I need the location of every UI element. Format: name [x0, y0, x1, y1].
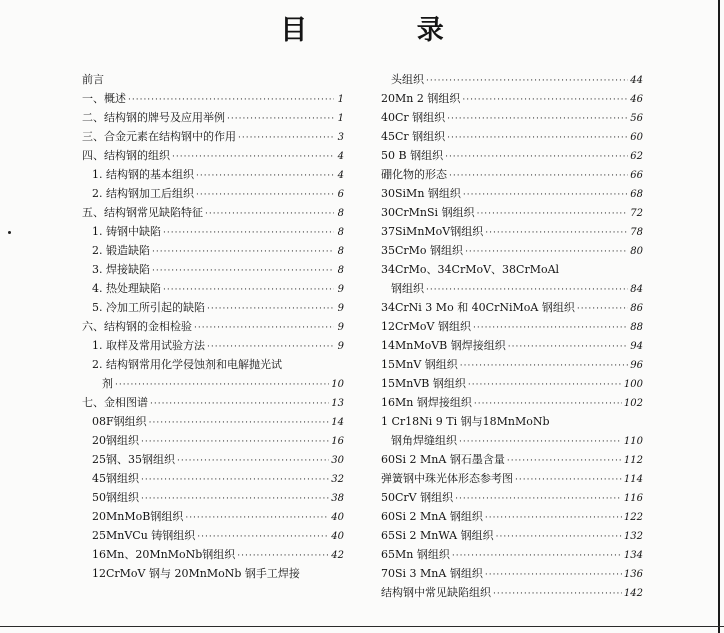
toc-entry-label: 15MnVB 钢组织: [381, 377, 466, 390]
toc-entry: [381, 127, 643, 146]
toc-entry: [381, 146, 643, 165]
scan-edge-right: [718, 0, 720, 633]
toc-entry-label: 5. 冷加工所引起的缺陷: [92, 301, 205, 314]
toc-entry-page: 134: [623, 550, 643, 561]
toc-entry-page: 60: [630, 132, 643, 143]
toc-leader-dots: [445, 148, 628, 167]
toc-entry-page: 116: [623, 493, 643, 504]
toc-entry-label: 12CrMoV 钢与 20MnMoNb 钢手工焊接: [92, 567, 300, 580]
toc-entry-label: 20Mn 2 钢组织: [381, 92, 461, 105]
toc-leader-dots: [468, 376, 622, 395]
toc-entry: [82, 165, 344, 184]
toc-entry: [82, 70, 344, 89]
toc-entry-label: 15MnV 钢组织: [381, 358, 458, 371]
toc-entry-label: 四、结构钢的组织: [82, 149, 170, 162]
toc-entry-label: 37SiMnMoV钢组织: [381, 225, 484, 238]
toc-entry-label: 3. 焊接缺陷: [92, 263, 150, 276]
toc-leader-dots: [152, 262, 334, 281]
toc-entry-label: 16Mn 钢焊接组织: [381, 396, 472, 409]
toc-entry: [381, 108, 643, 127]
toc-entry-page: 42: [331, 550, 344, 561]
toc-entry: [82, 203, 344, 222]
toc-entry-page: 142: [623, 588, 643, 599]
toc-entry-page: 56: [630, 113, 643, 124]
toc-entry: [381, 450, 643, 469]
toc-entry-label: 2. 结构钢常用化学侵蚀剂和电解抛光试: [92, 358, 282, 371]
toc-entry-label: 65Mn 钢组织: [381, 548, 450, 561]
toc-entry-page: 96: [630, 360, 643, 371]
toc-entry: [82, 488, 344, 507]
toc-entry-label: 20钢组织: [92, 434, 139, 447]
toc-entry-label: 14MnMoVB 钢焊接组织: [381, 339, 506, 352]
toc-entry: [381, 260, 643, 279]
toc-entry: [82, 279, 344, 298]
toc-entry: [381, 184, 643, 203]
toc-leader-dots: [141, 471, 329, 490]
toc-entry: [82, 374, 344, 393]
toc-entry-page: 1: [337, 113, 344, 124]
toc-entry-page: 62: [630, 151, 643, 162]
toc-leader-dots: [460, 357, 628, 376]
toc-entry-label: 前言: [82, 73, 104, 86]
toc-entry: [381, 89, 643, 108]
toc-entry-page: 30: [331, 455, 344, 466]
toc-entry-page: 114: [623, 474, 643, 485]
toc-entry-label: 头组织: [391, 73, 424, 86]
toc-entry-page: 1: [337, 94, 344, 105]
toc-entry: [381, 374, 643, 393]
toc-entry-page: 44: [630, 75, 643, 86]
toc-entry-label: 1. 结构钢的基本组织: [92, 168, 194, 181]
toc-right-column: [381, 70, 643, 602]
toc-entry: [381, 336, 643, 355]
toc-entry: [381, 564, 643, 583]
toc-entry-label: 三、合金元素在结构钢中的作用: [82, 130, 236, 143]
toc-entry-label: 45Cr 钢组织: [381, 130, 446, 143]
toc-leader-dots: [152, 243, 334, 262]
toc-entry-page: 38: [331, 493, 344, 504]
toc-entry-page: 8: [337, 265, 344, 276]
toc-entry-page: 4: [337, 151, 344, 162]
toc-entry-label: 1. 取样及常用试验方法: [92, 339, 205, 352]
toc-entry-page: 84: [630, 284, 643, 295]
toc-entry: [381, 241, 643, 260]
toc-leader-dots: [163, 224, 334, 243]
toc-entry: [82, 412, 344, 431]
toc-entry-page: 110: [623, 436, 643, 447]
toc-entry-page: 9: [337, 303, 344, 314]
toc-entry-label: 二、结构钢的牌号及应用举例: [82, 111, 225, 124]
toc-entry-label: 七、金相图谱: [82, 396, 148, 409]
toc-entry-label: 20MnMoB钢组织: [92, 510, 184, 523]
toc-entry-page: 80: [630, 246, 643, 257]
toc-entry-page: 72: [630, 208, 643, 219]
toc-entry: [381, 355, 643, 374]
toc-leader-dots: [485, 509, 622, 528]
toc-entry: [82, 393, 344, 412]
toc-entry: [381, 469, 643, 488]
toc-leader-dots: [508, 338, 629, 357]
toc-leader-dots: [447, 110, 628, 129]
toc-entry-page: 132: [623, 531, 643, 542]
toc-entry: [381, 70, 643, 89]
toc-leader-dots: [185, 509, 329, 528]
toc-entry-page: 100: [623, 379, 643, 390]
toc-entry-page: 112: [623, 455, 643, 466]
toc-leader-dots: [238, 129, 334, 148]
toc-entry-page: 46: [630, 94, 643, 105]
toc-leader-dots: [205, 205, 334, 224]
toc-leader-dots: [150, 395, 329, 414]
toc-entry-label: 65Si 2 MnWA 钢组织: [381, 529, 494, 542]
toc-entry-page: 8: [337, 208, 344, 219]
toc-leader-dots: [507, 452, 622, 471]
toc-entry-label: 剂: [102, 377, 113, 390]
toc-entry-label: 硼化物的形态: [381, 168, 447, 181]
toc-entry: [381, 507, 643, 526]
toc-entry-label: 50CrV 钢组织: [381, 491, 454, 504]
toc-left-column: [82, 70, 344, 583]
toc-entry: [381, 488, 643, 507]
toc-entry-label: 34CrMo、34CrMoV、38CrMoAl: [381, 263, 560, 276]
page-title: 目 录: [280, 15, 494, 46]
toc-entry: [381, 222, 643, 241]
toc-entry-page: 88: [630, 322, 643, 333]
toc-entry: [381, 203, 643, 222]
toc-entry: [82, 241, 344, 260]
toc-entry: [82, 317, 344, 336]
toc-entry-page: 16: [331, 436, 344, 447]
toc-leader-dots: [462, 91, 628, 110]
toc-entry-label: 40Cr 钢组织: [381, 111, 446, 124]
toc-leader-dots: [485, 566, 622, 585]
toc-entry: [381, 412, 643, 431]
toc-entry: [381, 298, 643, 317]
toc-entry-label: 钢组织: [391, 282, 424, 295]
toc-leader-dots: [577, 300, 628, 319]
toc-entry: [82, 298, 344, 317]
toc-entry: [381, 393, 643, 412]
toc-entry-label: 钢角焊缝组织: [391, 434, 457, 447]
toc-entry: [82, 355, 344, 374]
toc-entry-label: 70Si 3 MnA 钢组织: [381, 567, 483, 580]
scan-speck: [8, 231, 11, 234]
toc-entry: [381, 165, 643, 184]
toc-entry: [82, 431, 344, 450]
toc-entry: [381, 526, 643, 545]
toc-entry-label: 34CrNi 3 Mo 和 40CrNiMoA 钢组织: [381, 301, 575, 314]
toc-entry: [82, 564, 344, 583]
toc-entry: [82, 336, 344, 355]
toc-entry: [82, 127, 344, 146]
toc-entry-label: 弹簧钢中珠光体形态参考图: [381, 472, 513, 485]
toc-entry-page: 40: [331, 531, 344, 542]
toc-entry-label: 25MnVCu 铸钢组织: [92, 529, 196, 542]
toc-leader-dots: [194, 319, 334, 338]
toc-entry: [82, 260, 344, 279]
toc-entry-page: 102: [623, 398, 643, 409]
toc-entry-page: 66: [630, 170, 643, 181]
toc-entry-page: 86: [630, 303, 643, 314]
toc-leader-dots: [149, 414, 330, 433]
toc-entry: [82, 108, 344, 127]
scan-edge-bottom: [0, 626, 724, 627]
toc-entry-page: 40: [331, 512, 344, 523]
toc-entry: [381, 431, 643, 450]
toc-leader-dots: [196, 167, 334, 186]
toc-entry-label: 2. 锻造缺陷: [92, 244, 150, 257]
toc-entry-label: 30SiMn 钢组织: [381, 187, 461, 200]
toc-leader-dots: [477, 205, 629, 224]
toc-entry-page: 136: [623, 569, 643, 580]
toc-entry-label: 60Si 2 MnA 钢组织: [381, 510, 483, 523]
toc-entry-label: 4. 热处理缺陷: [92, 282, 161, 295]
toc-entry: [381, 317, 643, 336]
toc-leader-dots: [496, 528, 622, 547]
toc-leader-dots: [196, 186, 334, 205]
toc-entry-page: 32: [331, 474, 344, 485]
toc-entry-label: 25钢、35钢组织: [92, 453, 175, 466]
toc-entry-page: 14: [331, 417, 344, 428]
toc-entry: [381, 545, 643, 564]
toc-entry-page: 8: [337, 227, 344, 238]
toc-entry-page: 3: [337, 132, 344, 143]
toc-entry-label: 1 Cr18Ni 9 Ti 钢与18MnMoNb: [381, 415, 550, 428]
toc-entry-label: 45钢组织: [92, 472, 139, 485]
toc-entry-label: 1. 铸钢中缺陷: [92, 225, 161, 238]
toc-leader-dots: [447, 129, 628, 148]
toc-leader-dots: [449, 167, 628, 186]
toc-entry-label: 35CrMo 钢组织: [381, 244, 464, 257]
toc-leader-dots: [515, 471, 622, 490]
toc-entry-label: 2. 结构钢加工后组织: [92, 187, 194, 200]
toc-entry-page: 10: [331, 379, 344, 390]
toc-entry: [82, 184, 344, 203]
toc-leader-dots: [227, 110, 334, 129]
toc-entry: [381, 583, 643, 602]
toc-entry-page: 68: [630, 189, 643, 200]
toc-entry-label: 六、结构钢的金相检验: [82, 320, 192, 333]
toc-entry-page: 9: [337, 341, 344, 352]
toc-leader-dots: [172, 148, 334, 167]
toc-entry-page: 9: [337, 322, 344, 333]
toc-leader-dots: [207, 300, 334, 319]
toc-entry-page: 122: [623, 512, 643, 523]
toc-entry-page: 78: [630, 227, 643, 238]
toc-entry-page: 8: [337, 246, 344, 257]
toc-leader-dots: [463, 186, 628, 205]
toc-entry-label: 五、结构钢常见缺陷特征: [82, 206, 203, 219]
toc-entry-page: 13: [331, 398, 344, 409]
toc-entry-page: 94: [630, 341, 643, 352]
toc-entry: [381, 279, 643, 298]
toc-entry: [82, 469, 344, 488]
toc-entry: [82, 526, 344, 545]
toc-entry: [82, 507, 344, 526]
toc-entry-page: 9: [337, 284, 344, 295]
toc-entry-label: 50钢组织: [92, 491, 139, 504]
toc-entry-label: 08F钢组织: [92, 415, 147, 428]
toc-entry-label: 一、概述: [82, 92, 126, 105]
toc-entry: [82, 89, 344, 108]
toc-entry-label: 60Si 2 MnA 钢石墨含量: [381, 453, 505, 466]
toc-leader-dots: [493, 585, 622, 604]
toc-entry-page: 6: [337, 189, 344, 200]
toc-entry-label: 30CrMnSi 钢组织: [381, 206, 475, 219]
toc-leader-dots: [177, 452, 329, 471]
toc-entry-label: 16Mn、20MnMoNb钢组织: [92, 548, 236, 561]
toc-entry: [82, 545, 344, 564]
toc-entry-label: 12CrMoV 钢组织: [381, 320, 471, 333]
toc-entry-label: 50 B 钢组织: [381, 149, 444, 162]
toc-entry: [82, 450, 344, 469]
toc-entry: [82, 146, 344, 165]
toc-entry-label: 结构钢中常见缺陷组织: [381, 586, 491, 599]
toc-entry: [82, 222, 344, 241]
toc-leader-dots: [485, 224, 628, 243]
toc-entry-page: 4: [337, 170, 344, 181]
